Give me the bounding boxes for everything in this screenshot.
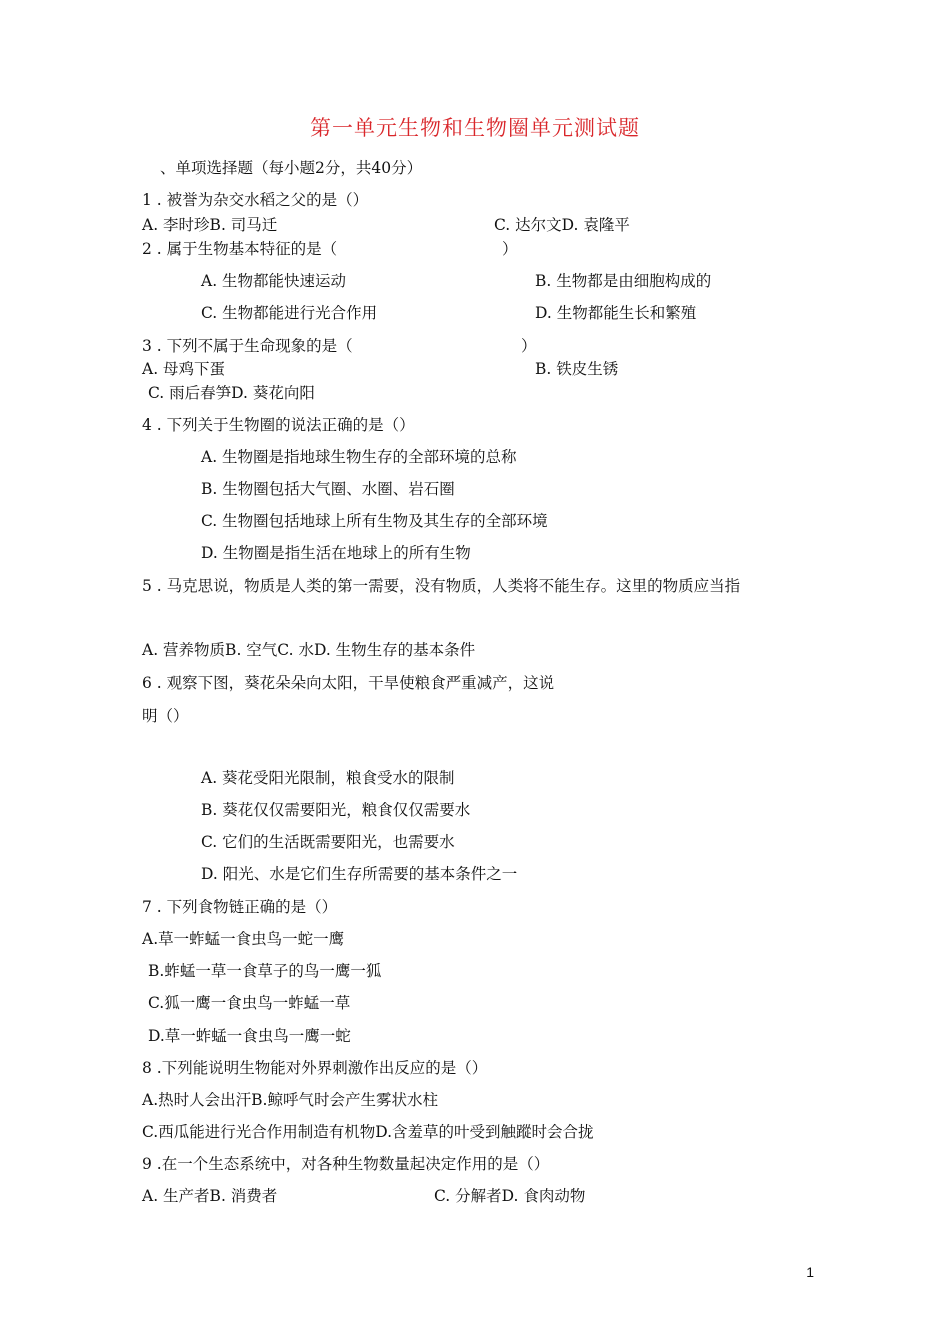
q9-options-ab: A. 生产者B. 消费者 [142, 1187, 278, 1205]
page-number: 1 [806, 1264, 814, 1280]
q2-option-d: D. 生物都能生长和繁殖 [535, 304, 697, 322]
q7-option-a: A.草一蚱蜢一食虫鸟一蛇一鹰 [142, 930, 345, 948]
q3-close-paren: ） [521, 337, 537, 355]
q2-option-b: B. 生物都是由细胞构成的 [535, 272, 712, 290]
q5-stem: 5 . 马克思说，物质是人类的第一需要，没有物质，人类将不能生存。这里的物质应当指 [142, 577, 741, 595]
q8-stem: 8 .下列能说明生物能对外界刺激作出反应的是（） [142, 1059, 488, 1077]
page-title: 第一单元生物和生物圈单元测试题 [310, 116, 640, 140]
q6-stem-line1: 6 . 观察下图，葵花朵朵向太阳，干旱使粮食严重减产，这说 [142, 674, 555, 692]
q3-option-a: A. 母鸡下蛋 [142, 360, 226, 378]
q4-option-b: B. 生物圈包括大气圈、水圈、岩石圈 [201, 480, 455, 498]
q7-option-d: D.草一蚱蜢一食虫鸟一鹰一蛇 [148, 1027, 351, 1045]
q6-option-d: D. 阳光、水是它们生存所需要的基本条件之一 [201, 865, 518, 883]
q6-stem-line2: 明（） [142, 707, 189, 725]
q4-option-d: D. 生物圈是指生活在地球上的所有生物 [201, 544, 471, 562]
q6-option-b: B. 葵花仅仅需要阳光，粮食仅仅需要水 [201, 801, 471, 819]
q7-option-b: B.蚱蜢一草一食草子的鸟一鹰一狐 [148, 962, 382, 980]
q7-stem: 7 . 下列食物链正确的是（） [142, 898, 338, 916]
q1-stem: 1 . 被誉为杂交水稻之父的是（） [142, 191, 369, 209]
q5-options: A. 营养物质B. 空气C. 水D. 生物生存的基本条件 [142, 641, 476, 659]
q4-option-a: A. 生物圈是指地球生物生存的全部环境的总称 [201, 448, 517, 466]
q2-stem: 2 . 属于生物基本特征的是（ [142, 240, 338, 258]
q3-options-cd: C. 雨后春笋D. 葵花向阳 [148, 384, 315, 402]
q3-stem: 3 . 下列不属于生命现象的是（ [142, 337, 353, 355]
q1-options-cd: C. 达尔文D. 袁隆平 [494, 216, 630, 234]
q4-option-c: C. 生物圈包括地球上所有生物及其生存的全部环境 [201, 512, 548, 530]
q4-stem: 4 . 下列关于生物圈的说法正确的是（） [142, 416, 415, 434]
q3-option-b: B. 铁皮生锈 [535, 360, 619, 378]
q6-option-a: A. 葵花受阳光限制，粮食受水的限制 [201, 769, 455, 787]
q8-options-cd: C.西瓜能进行光合作用制造有机物D.含羞草的叶受到触蹤时会合拢 [142, 1123, 594, 1141]
q6-option-c: C. 它们的生活既需要阳光，也需要水 [201, 833, 455, 851]
q1-options-ab: A. 李时珍B. 司马迁 [142, 216, 278, 234]
q9-stem: 9 .在一个生态系统中，对各种生物数量起决定作用的是（） [142, 1155, 550, 1173]
section-heading: 、单项选择题（每小题2分，共40分） [160, 159, 423, 177]
q7-option-c: C.狐一鹰一食虫鸟一蚱蜢一草 [148, 994, 351, 1012]
q2-option-a: A. 生物都能快速运动 [201, 272, 347, 290]
q2-close-paren: ） [502, 240, 518, 258]
q9-options-cd: C. 分解者D. 食肉动物 [434, 1187, 586, 1205]
q8-options-ab: A.热时人会出汗B.鲸呼气时会产生雾状水柱 [142, 1091, 438, 1109]
q2-option-c: C. 生物都能进行光合作用 [201, 304, 378, 322]
